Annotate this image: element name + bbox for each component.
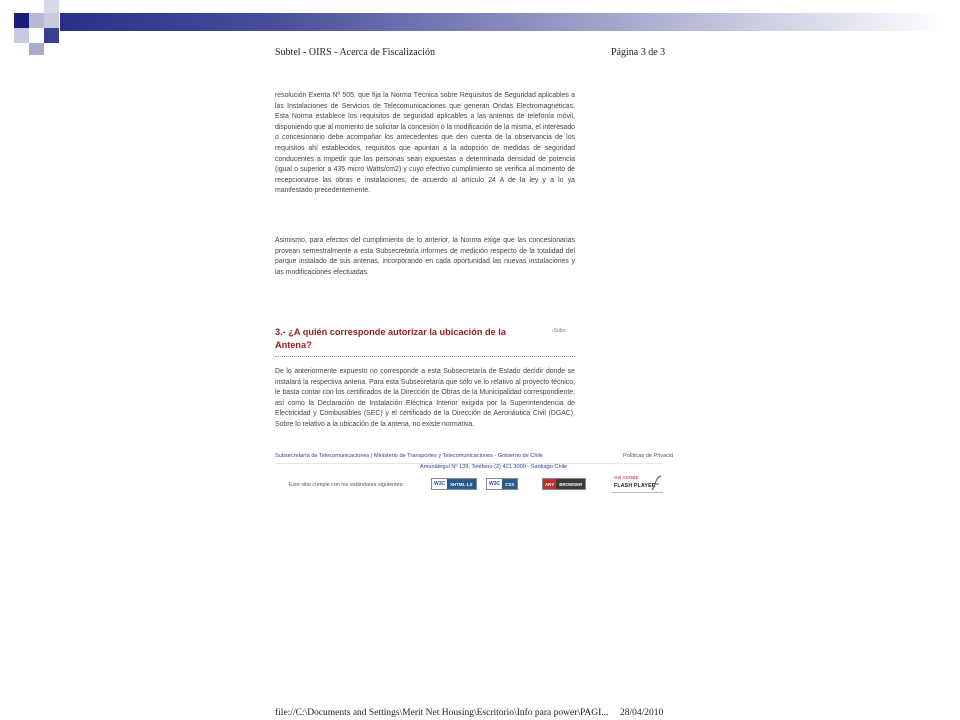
paragraph: De lo anteriormente expuesto no corresponde a esta Subsecretaría de Estado decidir donde se instalará la respectiva antena. Para esta Subsecretaría que sólo ve lo relativo al proyecto técnico, le basta contar con los certificados de la Dirección de Obras de la Municipalidad correspondiente, así como la Declaración de Instalación Eléctrica Interior exigida por la Superintendencia de Electricidad y Combustibles (SEC) y el certificado de la Dirección de Aeronáutica Civil (DGAC). Sobre lo relativo a la ubicación de la antena, no existe normativa. bbox=[275, 368, 575, 428]
w3c-logo: W3C bbox=[489, 481, 501, 487]
paragraph: resolución Exenta Nº 505, que fija la Norma Técnica sobre Requisitos de Seguridad aplicables a las Instalaciones de Servicios de Telecomunicaciones que generan Ondas Electromagnéticas. Esta Norma establece los requisitos de seguridad aplicables a las antenas de telefonía móvil, disponiendo que al momento de solicitar la concesión o la modificación de la misma, el interesado o concesionario debe acompañar los antecedentes que den cuenta de la observancia de los requisitos ahí establecidos, requisitos que apuntan a la adopción de medidas de seguridad conducentes a impedir que las personas sean expuestas a determinada densidad de potencia (igual o superior a 435 micro Watts/cm2) y cuyo efectivo cumplimiento se verifica al momento de recepcionarse las obras e instalaciones, de acuerdo al artículo 24 A de la ley y a lo ya manifestado precedentemente. bbox=[275, 92, 575, 195]
flash-get-text: Get ADOBE bbox=[614, 475, 639, 480]
get-flash-player-badge[interactable] bbox=[612, 474, 663, 493]
decor-square bbox=[44, 0, 59, 13]
decor-square bbox=[14, 28, 29, 43]
decor-square bbox=[14, 13, 29, 28]
file-path: file://C:\Documents and Settings\Merit Net Housing\Escritorio\Info para power\PAGI... bbox=[275, 708, 609, 718]
page-number: Página 3 de 3 bbox=[611, 47, 666, 58]
badge-label: CSS bbox=[502, 479, 517, 489]
footer-address: Amunátegui Nº 139, Teléfono (2) 421 3000 - Santiago Chile bbox=[420, 464, 568, 470]
css-badge[interactable] bbox=[486, 478, 518, 490]
standards-text: Este sitio cumple con los estándares siguientes: bbox=[289, 482, 404, 488]
badge-label: XHTML 1.0 bbox=[447, 479, 475, 489]
xhtml-badge[interactable] bbox=[431, 478, 477, 490]
footer-links[interactable]: Subsecretaría de Telecomunicaciones | Ministerio de Transportes y Telecomunicaciones - Gobierno de Chile bbox=[275, 453, 544, 459]
section-heading: 3.- ¿A quién corresponde autorizar la ubicación de la Antena? bbox=[275, 327, 506, 350]
paragraph: Asimismo, para efectos del cumplimiento de lo anterior, la Norma exige que las concesionarias provean semestralmente a esta Subsecretaría informes de medición respecto de la totalidad del parque instalado de sus antenas, incorporando en cada oportunidad las nuevas instalaciones y las modificaciones efectuadas. bbox=[275, 237, 575, 276]
w3c-logo: W3C bbox=[434, 481, 446, 487]
privacy-policy-link[interactable]: Políticas de Privacid bbox=[623, 453, 674, 459]
decor-square bbox=[29, 13, 44, 28]
flash-name-text: FLASH PLAYER bbox=[614, 483, 656, 489]
badge-label: BROWSER bbox=[556, 479, 585, 489]
decor-square bbox=[44, 13, 59, 28]
print-date: 28/04/2010 bbox=[620, 708, 664, 718]
section-divider bbox=[275, 356, 575, 357]
back-to-top-link[interactable]: ›Subir bbox=[552, 328, 566, 334]
flash-icon bbox=[651, 475, 663, 491]
decor-square bbox=[29, 43, 44, 55]
page-header-title: Subtel - OIRS - Acerca de Fiscalización bbox=[275, 47, 435, 58]
any-browser-badge[interactable] bbox=[542, 478, 586, 490]
decor-square bbox=[44, 28, 59, 43]
header-gradient-bar bbox=[60, 13, 945, 31]
any-logo: ANY bbox=[543, 479, 556, 489]
